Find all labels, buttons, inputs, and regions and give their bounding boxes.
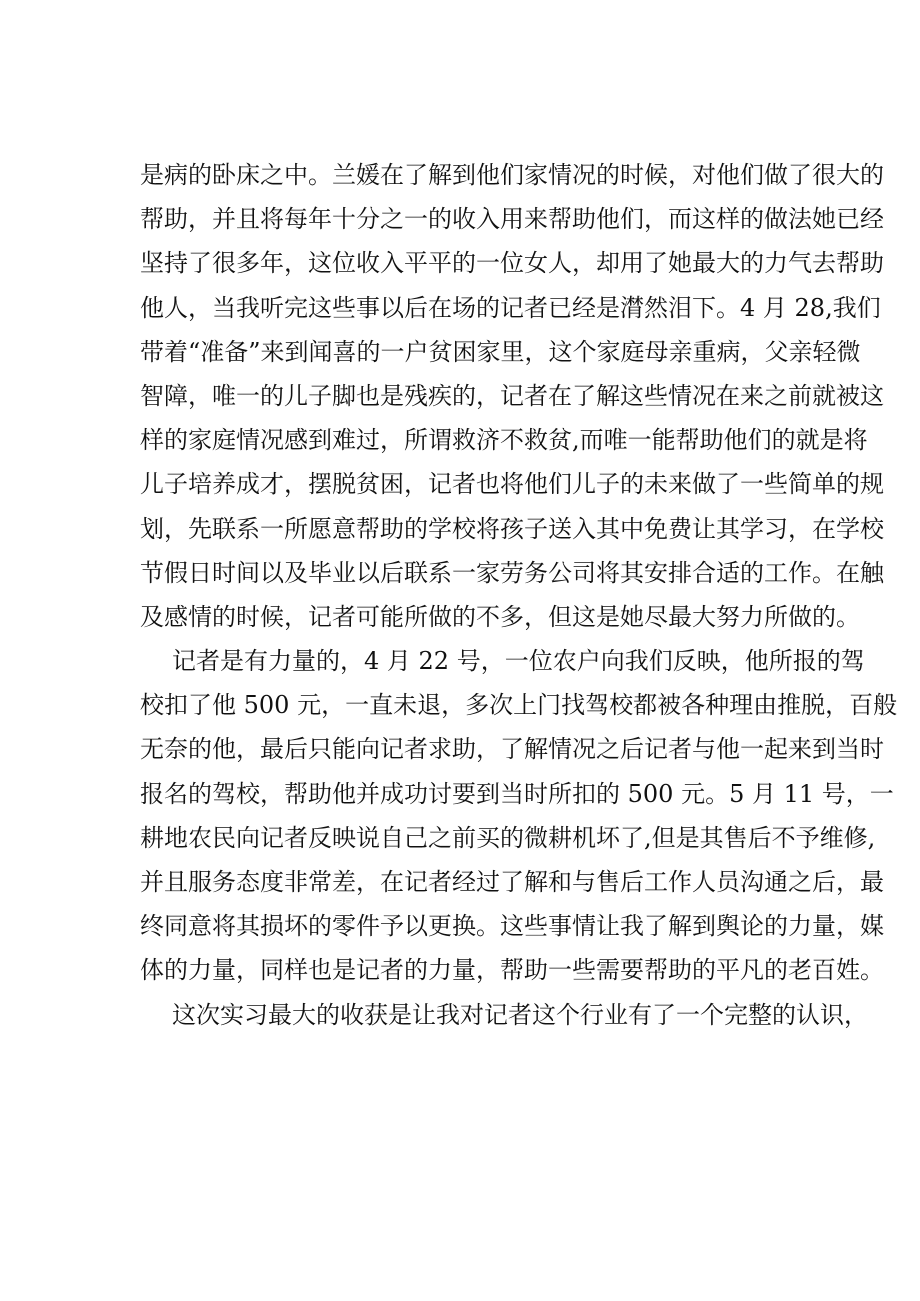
text-line: 帮助，并且将每年十分之一的收入用来帮助他们，而这样的做法她已经: [140, 205, 884, 234]
text-line: 是病的卧床之中。兰媛在了解到他们家情况的时候，对他们做了很大的: [140, 161, 884, 189]
text-line: 及感情的时候，记者可能所做的不多，但这是她尽最大努力所做的。: [140, 602, 860, 631]
text-line: 儿子培养成才，摆脱贫困，记者也将他们儿子的未来做了一些简单的规: [140, 470, 884, 499]
text-line: 无奈的他，最后只能向记者求助，了解情况之后记者与他一起来到当时: [140, 735, 884, 764]
text-line: 样的家庭情况感到难过，所谓救济不救贫,而唯一能帮助他们的就是将: [140, 426, 868, 455]
text-line: 终同意将其损坏的零件予以更换。这些事情让我了解到舆论的力量，媒: [140, 912, 884, 941]
text-line: 带着“准备”来到闻喜的一户贫困家里，这个家庭母亲重病，父亲轻微: [140, 337, 861, 366]
text-line: 记者是有力量的，4 月 22 号，一位农户向我们反映，他所报的驾: [172, 647, 865, 676]
text-line: 校扣了他 500 元，一直未退，多次上门找驾校都被各种理由推脱，百般: [140, 691, 898, 720]
text-line: 坚持了很多年，这位收入平平的一位女人，却用了她最大的力气去帮助: [140, 249, 884, 278]
text-line: 并且服务态度非常差，在记者经过了解和与售后工作人员沟通之后，最: [140, 868, 884, 896]
text-line: 耕地农民向记者反映说自己之前买的微耕机坏了,但是其售后不予维修,: [140, 823, 876, 852]
text-line: 他人，当我听完这些事以后在场的记者已经是潸然泪下。4 月 28,我们: [140, 293, 881, 322]
text-line: 报名的驾校，帮助他并成功讨要到当时所扣的 500 元。5 月 11 号，一: [140, 779, 894, 808]
body-text: [140, 153, 898, 1037]
text-line: 划，先联系一所愿意帮助的学校将孩子送入其中免费让其学习，在学校: [140, 514, 884, 543]
text-line: 体的力量，同样也是记者的力量，帮助一些需要帮助的平凡的老百姓。: [140, 956, 884, 985]
text-line: 智障，唯一的儿子脚也是残疾的，记者在了解这些情况在来之前就被这: [140, 381, 884, 410]
text-line: 节假日时间以及毕业以后联系一家劳务公司将其安排合适的工作。在触: [140, 558, 884, 587]
text-line: 这次实习最大的收获是让我对记者这个行业有了一个完整的认识，: [172, 1000, 868, 1029]
